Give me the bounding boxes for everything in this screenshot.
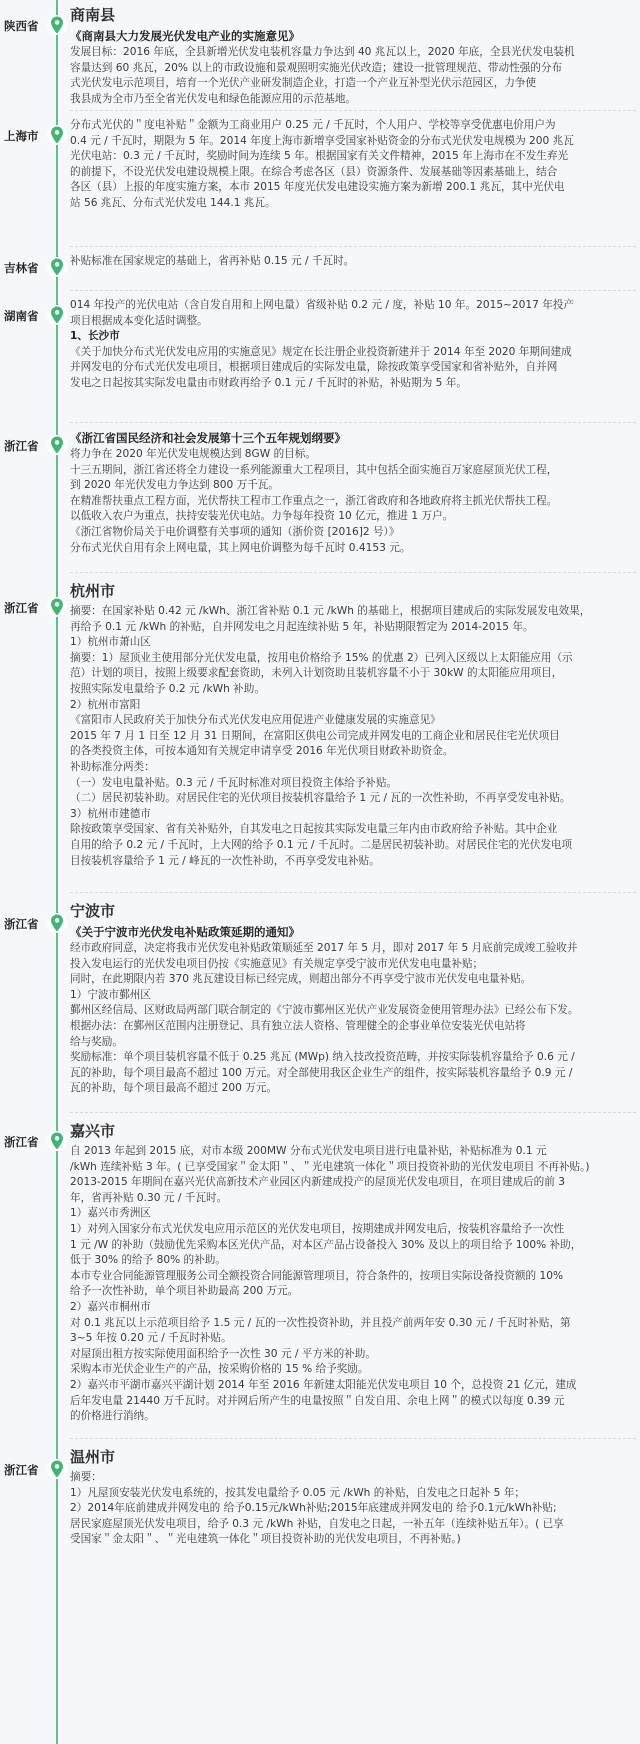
policy-text-line: 范）计划的项目，按照上级要求配套资助，未列入计划资助且装机容量不小于 30kW 的太阳能应用项目， bbox=[70, 667, 563, 680]
entry-divider bbox=[70, 1438, 636, 1439]
policy-text-line: 后年发电量 21440 万千瓦时。对并网后所产生的电量按照＂自发自用、余电上网＂的模式以每度 0.39 元 bbox=[70, 1394, 565, 1407]
policy-text-line: 1）嘉兴市秀洲区 bbox=[70, 1207, 151, 1220]
policy-text-line: 《浙江省物价局关于电价调整有关事项的通知（浙价资 [2016]2 号）》 bbox=[70, 525, 400, 538]
policy-text-line: 各区（县）上报的年度实施方案，本市 2015 年度光伏发电建设实施方案为新增 200.1 兆瓦，其中光伏电 bbox=[70, 181, 565, 194]
province-label: 湖南省 bbox=[4, 309, 39, 323]
policy-text-line: 瓦的补助，每个项目最高不超过 200 万元。 bbox=[70, 1082, 278, 1095]
policy-text-line: 2）2014年底前建成并网发电的 给予0.15元/kWh补贴;2015年底建成并网发电的 给予0.1元/kWh补贴; bbox=[70, 1502, 557, 1515]
document-title: 《商南县大力发展光伏发电产业的实施意见》 bbox=[70, 29, 300, 43]
policy-text-line: 给予一次性补助，单个项目补助最高 200 万元。 bbox=[70, 1285, 299, 1298]
location-pin-icon bbox=[46, 596, 68, 618]
policy-text-line: 1）杭州市萧山区 bbox=[70, 636, 151, 649]
policy-text-line: 分布式光伏的＂度电补贴＂金额为工商业用户 0.25 元 / 千瓦时，个人用户、学校等享受优惠电价用户为 bbox=[70, 119, 556, 131]
province-label: 浙江省 bbox=[4, 601, 39, 615]
policy-text-line: 2）杭州市富阳 bbox=[70, 698, 141, 711]
policy-text-line: 将力争在 2020 年光伏发电规模达到 8GW 的目标。 bbox=[70, 448, 316, 460]
policy-text-line: 分布式光伏自用有余上网电量，其上网电价调整为每千瓦时 0.4153 元。 bbox=[70, 541, 411, 554]
policy-text-line: 鄞州区经信局、区财政局两部门联合制定的《宁波市鄞州区光伏产业发展资金使用管理办法》已经公布下发。 bbox=[70, 1004, 579, 1017]
policy-text-line: 以低收入农户为重点，扶持安装光伏电站。力争每年投资 10 亿元，推进 1 万户。 bbox=[70, 510, 454, 523]
location-pin-icon bbox=[46, 912, 68, 934]
city-title: 商南县 bbox=[70, 6, 116, 24]
location-pin-icon bbox=[46, 1130, 68, 1152]
policy-text-line: 补贴标准在国家规定的基础上，省再补贴 0.15 元 / 千瓦时。 bbox=[70, 255, 355, 267]
policy-text-line: 1）凡屋顶安装光伏发电系统的，按其发电量给予 0.05 元 /kWh 的补贴，自发电之日起补 5 年； bbox=[70, 1486, 525, 1499]
policy-card bbox=[70, 1446, 636, 1548]
policy-text-line: 十三五期间，浙江省还将全力建设一系列能源重大工程项目，其中包括全面实施百万家庭屋顶光伏工程， bbox=[70, 463, 558, 476]
policy-text-line: 居民家庭屋顶光伏发电项目，给予 0.3 元 /kWh 补贴，自发电之日起，一补五年（连续补贴五年）。( 已享 bbox=[70, 1517, 564, 1530]
entry-divider bbox=[70, 290, 636, 291]
sub-heading: 1、长沙市 bbox=[70, 330, 120, 343]
city-title: 杭州市 bbox=[70, 582, 116, 600]
policy-text-line: 站 56 兆瓦、分布式光伏发电 144.1 兆瓦。 bbox=[70, 196, 276, 209]
policy-text-line: 摘要：1）屋顶业主使用部分光伏发电量，按用电价格给予 15% 的优惠 2）已列入区级以上太阳能应用（示 bbox=[70, 651, 573, 664]
document-title: 《浙江省国民经济和社会发展第十三个五年规划纲要》 bbox=[70, 431, 346, 445]
policy-text-line: 低于 30% 的给予 80% 的补助。 bbox=[70, 1254, 226, 1267]
policy-text-line: 除按政策享受国家、省有关补贴外，自其发电之日起按其实际发电量三年内由市政府给予补贴。其中企业 bbox=[70, 823, 558, 836]
policy-text-line: 1 元 /W 的补助（鼓励优先采购本区光伏产品，对本区产品占设备投入 30% 及以上的项目给予 100% 补助， bbox=[70, 1238, 582, 1251]
policy-text-line: 我县成为全市乃至全省光伏发电和绿色能源应用的示范基地。 bbox=[70, 92, 357, 105]
entry-divider bbox=[70, 1112, 636, 1113]
policy-text-line: 自用的给予 0.2 元 / 千瓦时，上大网的给予 0.1 元 / 千瓦时。二是居民初装补助。对居民住宅的光伏发电项 bbox=[70, 838, 573, 851]
policy-text-line: （一）发电电量补贴。0.3 元 / 千瓦时标准对项目投资主体给予补贴。 bbox=[70, 776, 398, 789]
policy-card bbox=[70, 900, 636, 1097]
policy-text-line: 《关于加快分布式光伏发电应用的实施意见》规定在长注册企业投资新建并于 2014 年至 2020 年期间建成 bbox=[70, 345, 572, 358]
policy-text-line: 项目根据成本变化适时调整。 bbox=[70, 314, 208, 327]
province-label: 浙江省 bbox=[4, 1135, 39, 1149]
policy-card bbox=[70, 298, 636, 392]
policy-text-line: 本市专业合同能源管理服务公司全额投资合同能源管理项目，符合条件的，按项目实际设备投资额的 10% bbox=[70, 1269, 564, 1282]
province-label: 陕西省 bbox=[4, 19, 39, 33]
policy-text-line: 3~5 年按 0.20 元 / 千瓦时补贴。 bbox=[70, 1332, 232, 1345]
policy-text-line: 再给予 0.1 元 /kWh 的补贴，自并网发电之月起连续补贴 5 年，补贴期限暂定为 2014-2015 年。 bbox=[70, 620, 534, 633]
policy-text-line: 受国家＂金太阳＂、＂光电建筑一体化＂项目投资补助的光伏发电项目，不再补贴。) bbox=[70, 1533, 461, 1546]
policy-text-line: 按照实际发电量给予 0.2 元 /kWh 补助。 bbox=[70, 682, 265, 695]
policy-text-line: 光伏电站：0.3 元 / 千瓦时，奖励时间为连续 5 年。根据国家有关文件精神，2015 年上海市在不发生弃光 bbox=[70, 150, 569, 163]
city-title: 温州市 bbox=[70, 1448, 116, 1466]
policy-text-line: 同时，在此期限内若 370 兆瓦建设目标已经完成，则超出部分不再享受宁波市光伏发电电量补贴。 bbox=[70, 973, 532, 986]
entry-divider bbox=[70, 422, 636, 423]
policy-text-line: 瓦的补助，每个项目最高不超过 100 万元。对全部使用我区企业生产的组件，按实际装机容量给予 0.9 元 / bbox=[70, 1066, 573, 1079]
policy-text-line: 补助标准分两类： bbox=[70, 760, 155, 773]
policy-text-line: 的各类投资主体，可按本通知有关规定申请享受 2016 年光伏项目财政补助资金。 bbox=[70, 745, 454, 758]
location-pin-icon bbox=[46, 14, 68, 36]
policy-text-line: 2）嘉兴市桐州市 bbox=[70, 1300, 151, 1313]
entry-divider bbox=[70, 246, 636, 247]
policy-card bbox=[70, 1120, 636, 1425]
policy-text-line: 2015 年 7 月 1 日至 12 月 31 日期间，在富阳区供电公司完成并网发电的工商企业和居民住宅光伏项目 bbox=[70, 729, 560, 742]
policy-text-line: 经市政府同意，决定将我市光伏发电补贴政策顺延至 2017 年 5 月，即对 2017 年 5 月底前完成竣工验收并 bbox=[70, 942, 578, 954]
policy-text-line: 在精准帮扶重点工程方面，光伏帮扶工程市工作重点之一，浙江省政府和各地政府将主抓光伏帮扶工程。 bbox=[70, 494, 558, 507]
policy-card bbox=[70, 580, 636, 869]
policy-card bbox=[70, 254, 636, 270]
location-pin-icon bbox=[46, 124, 68, 146]
policy-text-line: 1）对列入国家分布式光伏发电应用示范区的光伏发电项目，按期建成并网发电后，按装机容量给予一次性 bbox=[70, 1222, 565, 1235]
policy-text-line: 并网发电的分布式光伏发电项目，根据项目建成后的实际发电量，除按政策享受国家和省补贴外，自并网 bbox=[70, 361, 558, 374]
policy-text-line: 年，省再补贴 0.30 元 / 千瓦时。 bbox=[70, 1191, 228, 1204]
policy-text-line: 对 0.1 兆瓦以上示范项目给予 1.5 元 / 瓦的一次性投资补助，并且投产前两年安 0.30 元 / 千瓦时补贴，第 bbox=[70, 1316, 571, 1329]
policy-card bbox=[70, 118, 636, 212]
location-pin-icon bbox=[46, 256, 68, 278]
policy-text-line: 摘要： bbox=[70, 1471, 102, 1483]
policy-text-line: 发展目标：2016 年底，全县新增光伏发电装机容量力争达到 40 兆瓦以上，2020 年底，全县光伏发电装机 bbox=[70, 46, 575, 58]
policy-card bbox=[70, 4, 636, 107]
province-label: 浙江省 bbox=[4, 917, 39, 931]
policy-text-line: 014 年投产的光伏电站（含自发自用和上网电量）省级补贴 0.2 元 / 度，补贴 10 年。2015~2017 年投产 bbox=[70, 299, 575, 311]
entry-divider bbox=[70, 110, 636, 111]
location-pin-icon bbox=[46, 1458, 68, 1480]
policy-text-line: （二）居民初装补助。对居民住宅的光伏项目按装机容量给予 1 元 / 瓦的一次性补助，不再享受发电补贴。 bbox=[70, 792, 571, 805]
policy-text-line: 式光伏发电示范项目，培育一个光伏产业研发制造企业，打造一个产业互补型光伏示范园区，力争使 bbox=[70, 77, 537, 90]
policy-text-line: 给与奖励。 bbox=[70, 1035, 123, 1048]
province-label: 浙江省 bbox=[4, 1463, 39, 1477]
policy-text-line: 奖励标准：单个项目装机容量不低于 0.25 兆瓦 (MWp) 纳入技改投资范畴，并按实际装机容量给予 0.6 元 / bbox=[70, 1051, 575, 1064]
province-label: 上海市 bbox=[4, 129, 39, 143]
document-title: 《关于宁波市光伏发电补贴政策延期的通知》 bbox=[70, 925, 300, 939]
city-title: 宁波市 bbox=[70, 902, 116, 920]
location-pin-icon bbox=[46, 304, 68, 326]
policy-text-line: 自 2013 年起到 2015 底，对市本级 200MW 分布式光伏发电项目进行电量补贴，补贴标准为 0.1 元 bbox=[70, 1145, 547, 1157]
policy-text-line: 发电之日起按其实际发电量由市财政再给予 0.1 元 / 千瓦时的补贴，补贴期为 5 年。 bbox=[70, 376, 467, 389]
policy-text-line: 3）杭州市建德市 bbox=[70, 807, 151, 820]
policy-text-line: 1）宁波市鄞州区 bbox=[70, 988, 151, 1001]
policy-text-line: 2013-2015 年期间在嘉兴光伏高新技术产业园区内新建成投产的屋顶光伏发电项目，在项目建成后的前 3 bbox=[70, 1176, 565, 1189]
policy-text-line: 的价格进行消纳。 bbox=[70, 1410, 155, 1423]
policy-text-line: 投入发电运行的光伏发电项目仍按《实施意见》有关规定享受宁波市光伏发电电量补贴； bbox=[70, 957, 484, 970]
policy-text-line: /kWh 连续补贴 3 年。( 已享受国家＂金太阳＂、＂光电建筑一体化＂项目投资补助的光伏发电项目 不再补贴。) bbox=[70, 1160, 590, 1173]
policy-card bbox=[70, 430, 636, 556]
policy-text-line: 摘要：在国家补贴 0.42 元 /kWh、浙江省补贴 0.1 元 /kWh 的基础上，根据项目建成后的实际发展发电效果， bbox=[70, 605, 591, 617]
policy-text-line: 到 2020 年光伏发电力争达到 800 万千瓦。 bbox=[70, 479, 279, 492]
entry-divider bbox=[70, 572, 636, 573]
policy-text-line: 目按装机容量给予 1 元 / 峰瓦的一次性补助，不再享受发电补贴。 bbox=[70, 854, 380, 867]
province-label: 浙江省 bbox=[4, 439, 39, 453]
policy-text-line: 采购本市光伏企业生产的产品，按采购价格的 15 % 给予奖励。 bbox=[70, 1363, 369, 1376]
province-label: 吉林省 bbox=[4, 261, 39, 275]
policy-text-line: 的前提下，不设光伏发电建设规模上限。在综合考虑各区（县）资源条件、发展基础等因素基础上，结合 bbox=[70, 165, 558, 178]
policy-text-line: 《富阳市人民政府关于加快分布式光伏发电应用促进产业健康发展的实施意见》 bbox=[70, 714, 441, 727]
entry-divider bbox=[70, 892, 636, 893]
city-title: 嘉兴市 bbox=[70, 1122, 116, 1140]
policy-text-line: 根据办法：在鄞州区范围内注册登记、具有独立法人资格、管理健全的企事业单位安装光伏电站将 bbox=[70, 1019, 526, 1032]
policy-text-line: 容量达到 60 兆瓦，20% 以上的市政设施和景观照明实施光伏改造；建设一批管理规范、带动性强的分布 bbox=[70, 61, 563, 74]
policy-text-line: 对屋顶出租方按实际使用面积给予一次性 30 元 / 平方米的补助。 bbox=[70, 1347, 376, 1360]
location-pin-icon bbox=[46, 434, 68, 456]
policy-text-line: 2）嘉兴市平湖市嘉兴平湖计划 2014 年至 2016 年新建太阳能光伏发电项目 10 个，总投资 21 亿元，建成 bbox=[70, 1378, 577, 1391]
policy-text-line: 0.4 元 / 千瓦时，期限为 5 年。2014 年度上海市新增享受国家补贴资金的分布式光伏发电规模为 200 兆瓦 bbox=[70, 134, 574, 147]
